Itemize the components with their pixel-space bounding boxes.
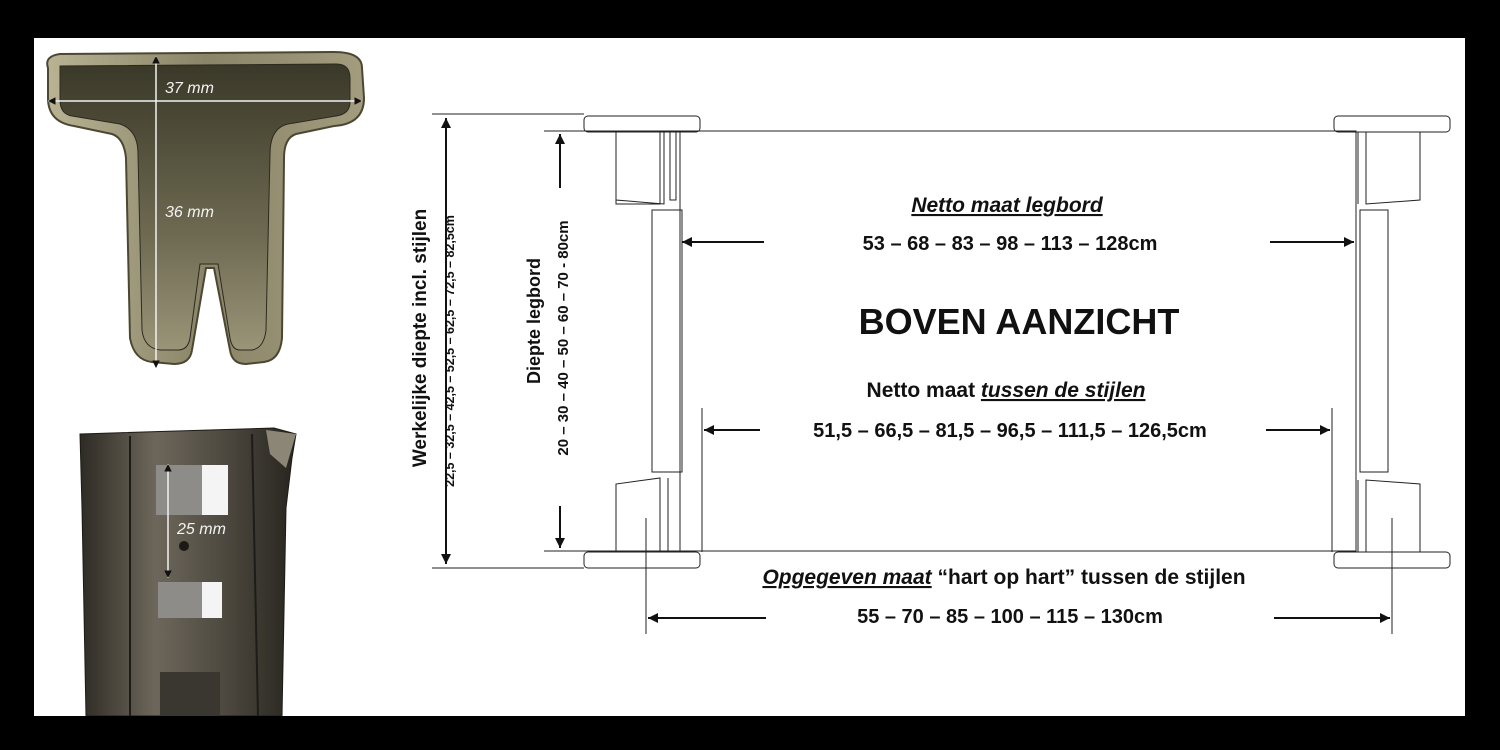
shelf-net-values: 53 – 68 – 83 – 98 – 113 – 128cm [862, 233, 1158, 255]
slot-pitch-label: 25 mm [177, 521, 226, 538]
upright-top-right [1334, 116, 1450, 204]
slot [160, 672, 220, 716]
slot-hole [179, 541, 189, 551]
center-to-center-label-underlined: Opgegeven maat [762, 566, 932, 589]
shelf-side-panel-left [652, 210, 682, 472]
top-view-drawing [432, 114, 1450, 634]
actual-depth-label: Werkelijke diepte incl. stijlen [410, 208, 431, 468]
shelf-net-label: Netto maat legbord [911, 194, 1103, 217]
upright-top-left [584, 116, 700, 204]
view-title: BOVEN AANZICHT [858, 301, 1180, 342]
center-to-center-label [762, 566, 1245, 589]
slot-shadow [158, 582, 202, 618]
shelf-depth-values: 20 – 30 – 40 – 50 – 60 – 70 - 80cm [555, 220, 572, 456]
between-uprights-label-prefix: Netto maat [866, 379, 981, 402]
profile-width-label: 37 mm [165, 80, 214, 97]
between-uprights-label [867, 379, 1146, 402]
profile-cross-section-photo [47, 52, 364, 368]
slot-shadow [156, 465, 202, 515]
center-to-center-values: 55 – 70 – 85 – 100 – 115 – 130cm [857, 606, 1163, 628]
shelf-depth-label: Diepte legbord [524, 257, 544, 385]
upright-slots-photo [80, 428, 296, 716]
diagram-panel [34, 38, 1465, 716]
upright-bottom-left [584, 478, 700, 568]
between-uprights-values: 51,5 – 66,5 – 81,5 – 96,5 – 111,5 – 126,5cm [813, 420, 1207, 442]
shelving-diagram [34, 38, 1465, 716]
between-uprights-label-underlined: tussen de stijlen [980, 379, 1146, 402]
actual-depth-values: 22,5 – 32,5 – 42,5 – 52,5 – 62,5 – 72,5 – 82,5cm [443, 215, 457, 487]
shelf-side-panel-right [1360, 210, 1388, 472]
center-to-center-label-suffix: “hart op hart” tussen de stijlen [931, 566, 1246, 589]
profile-depth-label: 36 mm [165, 204, 214, 221]
